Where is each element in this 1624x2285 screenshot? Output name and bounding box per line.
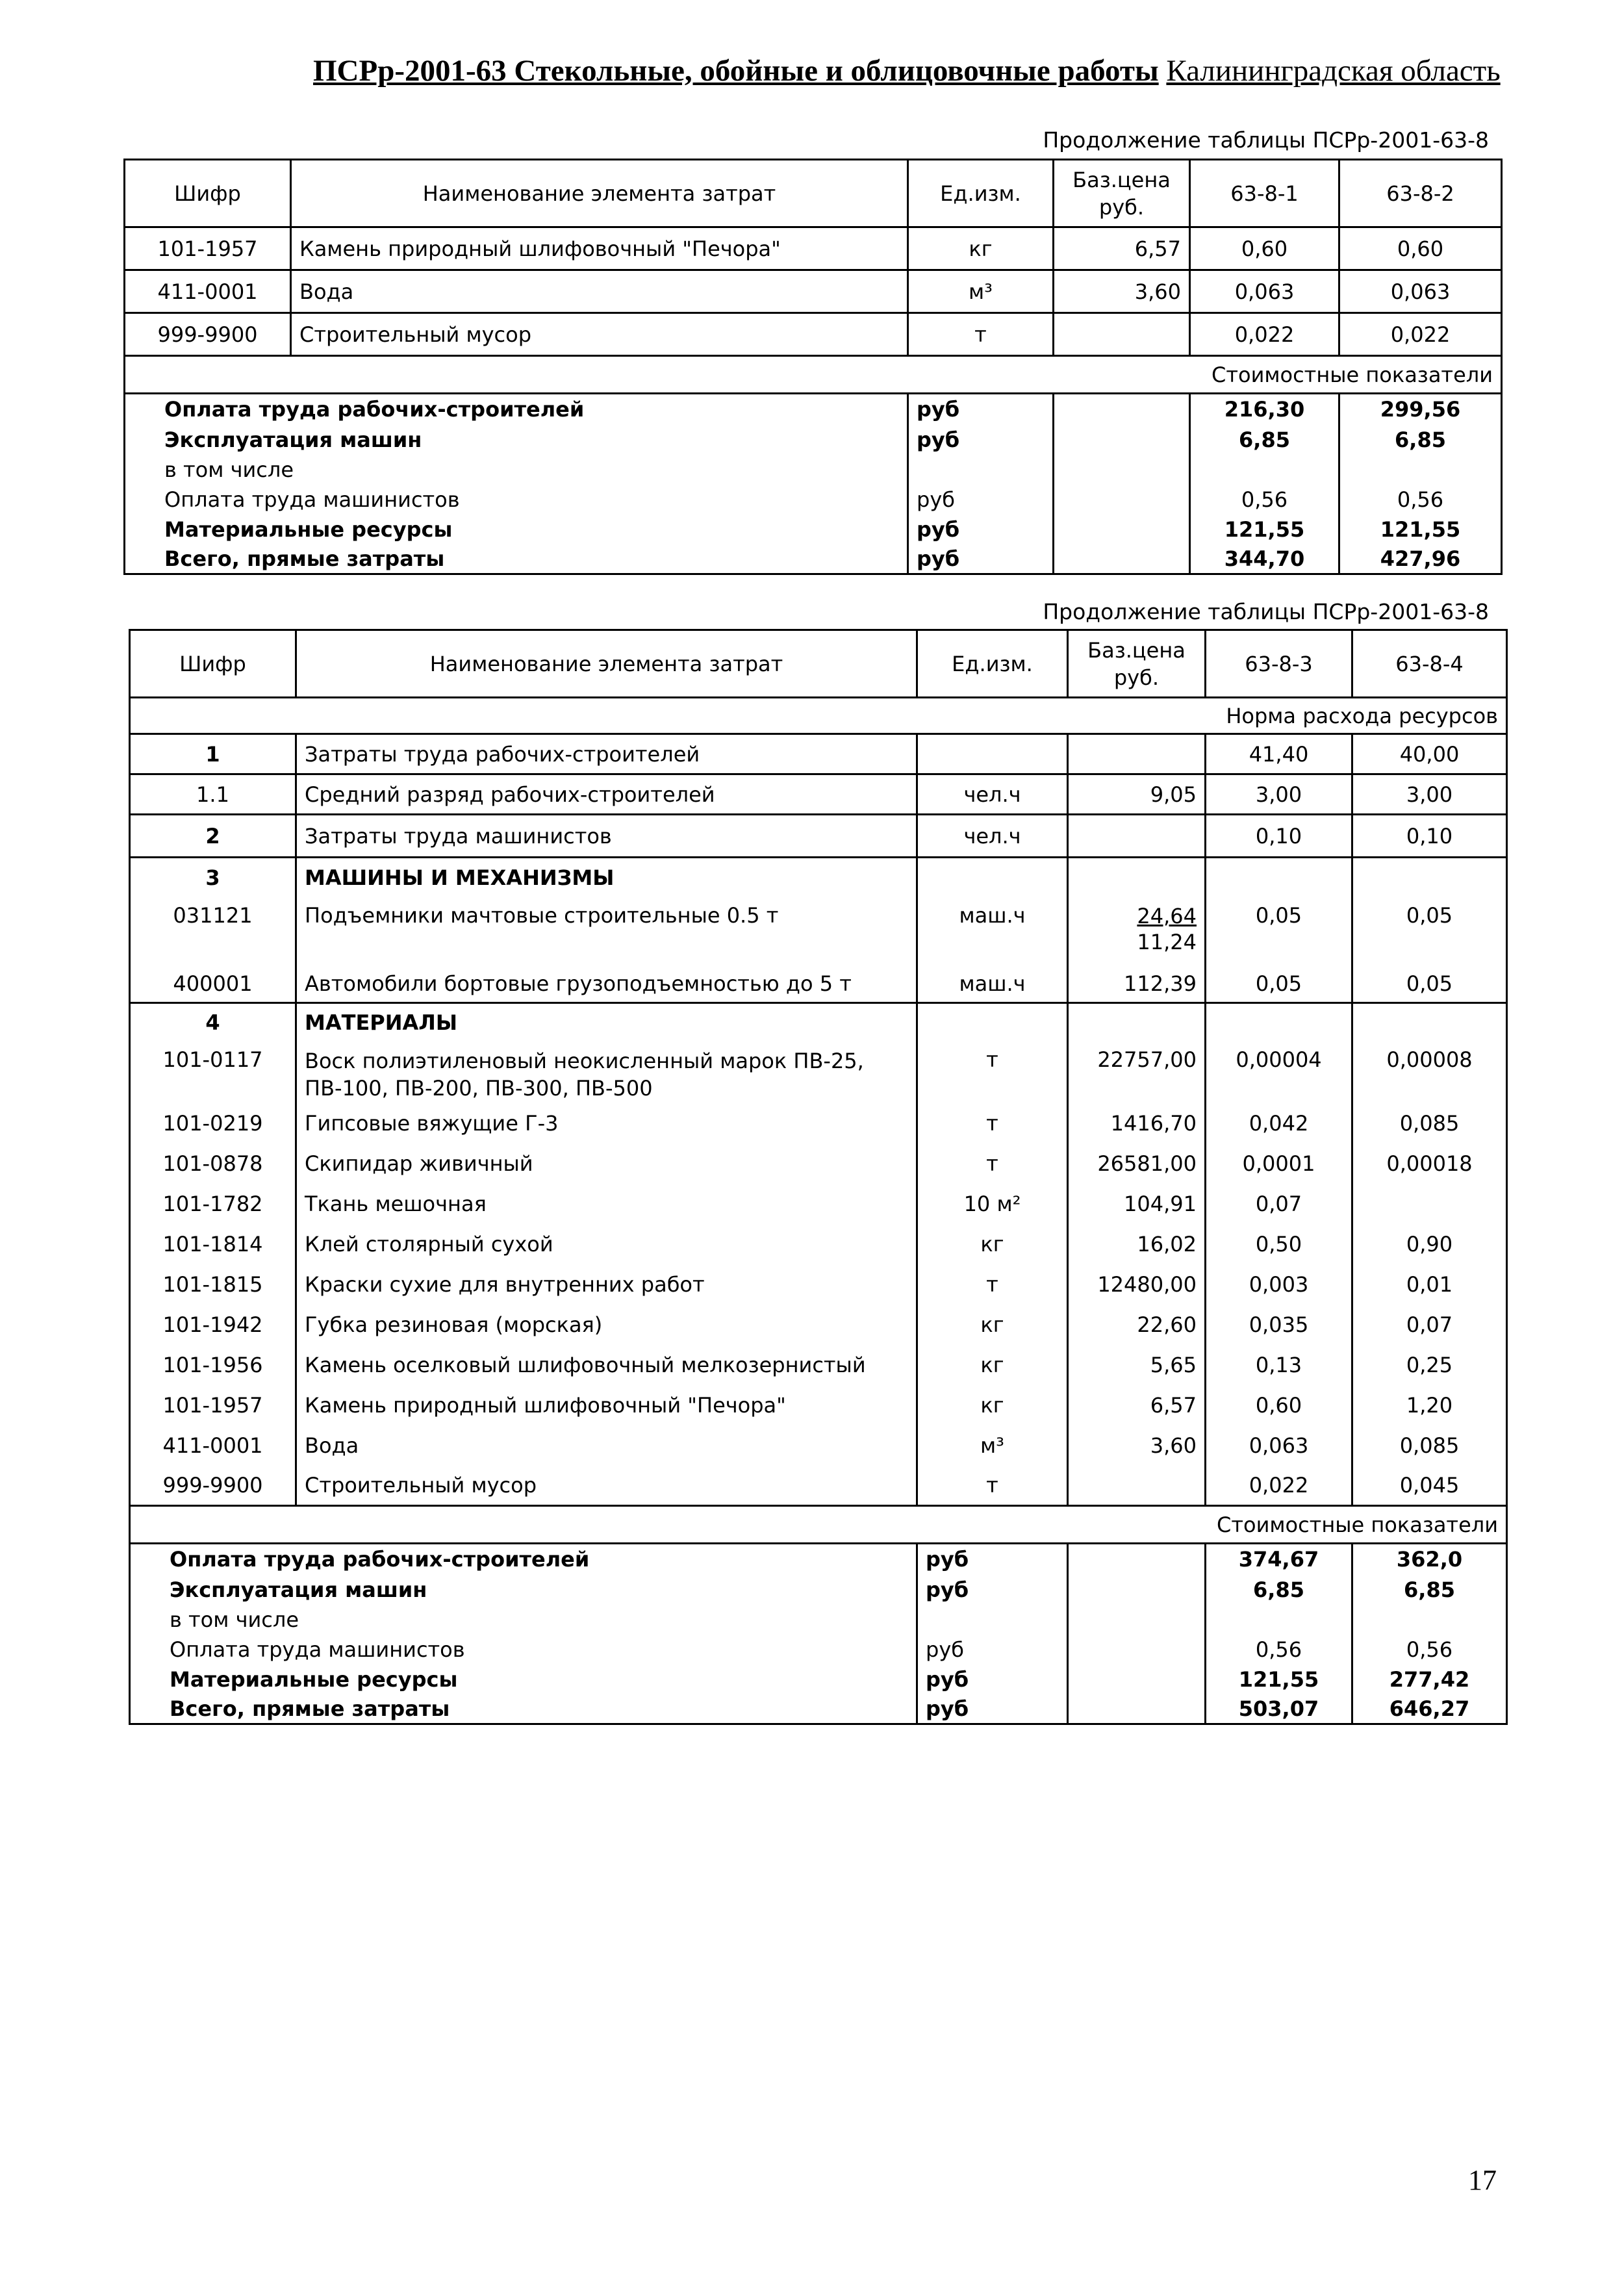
row-unit: кг [917, 1305, 1068, 1345]
summary-row [130, 1665, 1507, 1694]
row-v2: 0,085 [1352, 1103, 1507, 1143]
header-unit: Ед.изм. [917, 630, 1068, 698]
row-unit: м³ [917, 1425, 1068, 1466]
row-unit [917, 1003, 1068, 1042]
header-name: Наименование элемента затрат [291, 160, 908, 227]
row-name: Камень природный шлифовочный "Печора" [296, 1385, 917, 1425]
cost-indicators-row [125, 356, 1502, 394]
header-col1: 63-8-3 [1206, 630, 1352, 698]
row-code: 101-1942 [130, 1305, 296, 1345]
row-v2: 0,60 [1339, 227, 1502, 270]
summary-v2: 277,42 [1352, 1665, 1507, 1694]
header-price: Баз.цена руб. [1068, 630, 1206, 698]
price-primary: 24,64 [1137, 903, 1197, 928]
row-code: 101-1814 [130, 1224, 296, 1264]
row-price [1054, 313, 1190, 356]
row-unit: т [917, 1042, 1068, 1103]
row-unit: кг [908, 227, 1054, 270]
summary-row [130, 1694, 1507, 1724]
row-price: 6,57 [1068, 1385, 1206, 1425]
summary-unit: руб [917, 1694, 1068, 1724]
summary-price [1054, 455, 1190, 485]
row-v2: 0,25 [1352, 1345, 1507, 1385]
row-v1: 0,042 [1206, 1103, 1352, 1143]
row-unit: кг [917, 1224, 1068, 1264]
summary-v1: 121,55 [1206, 1665, 1352, 1694]
summary-unit: руб [908, 544, 1054, 574]
table-row [130, 898, 1507, 965]
row-code: 3 [130, 858, 296, 898]
summary-v2 [1339, 455, 1502, 485]
page-number: 17 [1468, 2164, 1497, 2196]
summary-v1 [1190, 455, 1339, 485]
table-row [130, 1224, 1507, 1264]
row-unit: т [917, 1143, 1068, 1184]
summary-label: Всего, прямые затраты [130, 1694, 917, 1724]
table-row [130, 1184, 1507, 1224]
row-v2: 0,085 [1352, 1425, 1507, 1466]
summary-row [125, 515, 1502, 544]
row-unit [917, 858, 1068, 898]
row-v1: 0,003 [1206, 1264, 1352, 1305]
summary-v1: 0,56 [1190, 485, 1339, 515]
summary-price [1054, 544, 1190, 574]
row-code: 999-9900 [125, 313, 291, 356]
row-v1 [1206, 1003, 1352, 1042]
table-2-header-row [130, 630, 1507, 698]
header-col2: 63-8-4 [1352, 630, 1507, 698]
row-v1: 0,022 [1190, 313, 1339, 356]
row-unit: т [917, 1466, 1068, 1506]
summary-label: Материальные ресурсы [130, 1665, 917, 1694]
summary-v2: 6,85 [1339, 425, 1502, 455]
row-price: 104,91 [1068, 1184, 1206, 1224]
row-v1: 0,00004 [1206, 1042, 1352, 1103]
row-unit: чел.ч [917, 815, 1068, 858]
row-code: 101-1957 [125, 227, 291, 270]
row-v2 [1352, 1003, 1507, 1042]
summary-price [1068, 1665, 1206, 1694]
summary-v1: 374,67 [1206, 1544, 1352, 1575]
row-price: 5,65 [1068, 1345, 1206, 1385]
row-price: 26581,00 [1068, 1143, 1206, 1184]
row-name: Камень оселковый шлифовочный мелкозернистый [296, 1345, 917, 1385]
row-price: 16,02 [1068, 1224, 1206, 1264]
row-v1: 0,60 [1190, 227, 1339, 270]
row-unit: чел.ч [917, 774, 1068, 815]
header-unit: Ед.изм. [908, 160, 1054, 227]
row-v1: 0,10 [1206, 815, 1352, 858]
summary-v2: 362,0 [1352, 1544, 1507, 1575]
cost-indicators-label: Стоимостные показатели [130, 1506, 1507, 1544]
row-price [1068, 898, 1206, 965]
row-name: Затраты труда машинистов [296, 815, 917, 858]
table-row [125, 227, 1502, 270]
summary-label: Оплата труда машинистов [125, 485, 908, 515]
row-unit: кг [917, 1385, 1068, 1425]
row-v1: 41,40 [1206, 734, 1352, 774]
row-name: Строительный мусор [291, 313, 908, 356]
row-v2: 0,05 [1352, 965, 1507, 1003]
table-row [125, 313, 1502, 356]
row-price [1068, 1003, 1206, 1042]
row-code: 1.1 [130, 774, 296, 815]
table-row [130, 1143, 1507, 1184]
row-v2: 0,10 [1352, 815, 1507, 858]
table-row [130, 1264, 1507, 1305]
summary-row [125, 394, 1502, 425]
row-price [1068, 858, 1206, 898]
section-row-1-1 [130, 774, 1507, 815]
row-price [1068, 815, 1206, 858]
summary-v2: 6,85 [1352, 1575, 1507, 1605]
row-v2 [1352, 1184, 1507, 1224]
row-name: Строительный мусор [296, 1466, 917, 1506]
row-name: Подъемники мачтовые строительные 0.5 т [296, 898, 917, 965]
summary-row [130, 1635, 1507, 1665]
row-price: 3,60 [1068, 1425, 1206, 1466]
summary-row [125, 455, 1502, 485]
summary-price [1068, 1635, 1206, 1665]
row-v1: 0,50 [1206, 1224, 1352, 1264]
row-name: Клей столярный сухой [296, 1224, 917, 1264]
row-name: МАТЕРИАЛЫ [296, 1003, 917, 1042]
row-code: 400001 [130, 965, 296, 1003]
summary-v2 [1352, 1605, 1507, 1635]
summary-v2: 0,56 [1352, 1635, 1507, 1665]
row-price [1068, 1466, 1206, 1506]
summary-label: Эксплуатация машин [130, 1575, 917, 1605]
row-price: 112,39 [1068, 965, 1206, 1003]
row-v2: 0,022 [1339, 313, 1502, 356]
summary-price [1054, 394, 1190, 425]
row-code: 2 [130, 815, 296, 858]
row-unit: маш.ч [917, 965, 1068, 1003]
row-code: 101-0878 [130, 1143, 296, 1184]
summary-unit [917, 1605, 1068, 1635]
summary-label: Оплата труда машинистов [130, 1635, 917, 1665]
row-v2: 0,01 [1352, 1264, 1507, 1305]
section-row-2 [130, 815, 1507, 858]
summary-price [1068, 1544, 1206, 1575]
summary-unit: руб [908, 425, 1054, 455]
row-code: 999-9900 [130, 1466, 296, 1506]
summary-label: Оплата труда рабочих-строителей [130, 1544, 917, 1575]
row-name: Губка резиновая (морская) [296, 1305, 917, 1345]
summary-v2: 299,56 [1339, 394, 1502, 425]
summary-row [130, 1544, 1507, 1575]
table-row [130, 1425, 1507, 1466]
row-code: 411-0001 [125, 270, 291, 313]
price-secondary: 11,24 [1137, 929, 1197, 954]
row-price: 1416,70 [1068, 1103, 1206, 1143]
summary-label: Всего, прямые затраты [125, 544, 908, 574]
row-v1: 0,063 [1206, 1425, 1352, 1466]
row-unit: т [917, 1264, 1068, 1305]
row-v1: 0,05 [1206, 898, 1352, 965]
row-name: Гипсовые вяжущие Г-3 [296, 1103, 917, 1143]
row-v1: 0,07 [1206, 1184, 1352, 1224]
row-price: 3,60 [1054, 270, 1190, 313]
row-unit: маш.ч [917, 898, 1068, 965]
continuation-label-2: Продолжение таблицы ПСРр-2001-63-8 [1043, 599, 1489, 624]
summary-label: Материальные ресурсы [125, 515, 908, 544]
summary-price [1054, 515, 1190, 544]
table-row [130, 1103, 1507, 1143]
summary-price [1054, 425, 1190, 455]
row-unit: кг [917, 1345, 1068, 1385]
row-name: Воск полиэтиленовый неокисленный марок ПВ-25, ПВ-100, ПВ-200, ПВ-300, ПВ-500 [296, 1042, 917, 1103]
row-code: 101-1956 [130, 1345, 296, 1385]
summary-price [1068, 1605, 1206, 1635]
row-price: 22,60 [1068, 1305, 1206, 1345]
row-v2: 0,00018 [1352, 1143, 1507, 1184]
table-row [130, 1345, 1507, 1385]
row-v2: 40,00 [1352, 734, 1507, 774]
row-v1 [1206, 858, 1352, 898]
row-code: 101-1782 [130, 1184, 296, 1224]
header-col2: 63-8-2 [1339, 160, 1502, 227]
summary-unit [908, 455, 1054, 485]
summary-row [125, 425, 1502, 455]
row-name: Вода [296, 1425, 917, 1466]
summary-label: в том числе [125, 455, 908, 485]
row-name: МАШИНЫ И МЕХАНИЗМЫ [296, 858, 917, 898]
summary-unit: руб [917, 1575, 1068, 1605]
summary-v1: 216,30 [1190, 394, 1339, 425]
summary-price [1054, 485, 1190, 515]
summary-row [130, 1575, 1507, 1605]
row-v1: 3,00 [1206, 774, 1352, 815]
row-code: 1 [130, 734, 296, 774]
row-price: 22757,00 [1068, 1042, 1206, 1103]
summary-v2: 121,55 [1339, 515, 1502, 544]
summary-label: Оплата труда рабочих-строителей [125, 394, 908, 425]
table-row [130, 1042, 1507, 1103]
section-row-4 [130, 1003, 1507, 1042]
row-v2: 0,05 [1352, 898, 1507, 965]
row-name: Вода [291, 270, 908, 313]
row-price: 12480,00 [1068, 1264, 1206, 1305]
row-v1: 0,063 [1190, 270, 1339, 313]
row-v2: 1,20 [1352, 1385, 1507, 1425]
summary-v1: 6,85 [1190, 425, 1339, 455]
row-price: 9,05 [1068, 774, 1206, 815]
summary-v2: 0,56 [1339, 485, 1502, 515]
header-region: Калининградская область [1166, 54, 1501, 88]
header-code: Шифр [130, 630, 296, 698]
cost-indicators-row [130, 1506, 1507, 1544]
header-price: Баз.цена руб. [1054, 160, 1190, 227]
summary-v2: 646,27 [1352, 1694, 1507, 1724]
row-unit: м³ [908, 270, 1054, 313]
summary-row [130, 1605, 1507, 1635]
row-unit: т [917, 1103, 1068, 1143]
row-unit [917, 734, 1068, 774]
summary-v1: 503,07 [1206, 1694, 1352, 1724]
row-code: 101-1957 [130, 1385, 296, 1425]
row-v1: 0,60 [1206, 1385, 1352, 1425]
row-code: 101-1815 [130, 1264, 296, 1305]
header-code: Шифр [125, 160, 291, 227]
summary-unit: руб [908, 515, 1054, 544]
row-unit: 10 м² [917, 1184, 1068, 1224]
row-name: Краски сухие для внутренних работ [296, 1264, 917, 1305]
row-code: 411-0001 [130, 1425, 296, 1466]
table-row [125, 270, 1502, 313]
row-unit: т [908, 313, 1054, 356]
summary-unit: руб [917, 1544, 1068, 1575]
row-name: Скипидар живичный [296, 1143, 917, 1184]
summary-v2: 427,96 [1339, 544, 1502, 574]
row-v2: 0,07 [1352, 1305, 1507, 1345]
summary-label: Эксплуатация машин [125, 425, 908, 455]
summary-price [1068, 1575, 1206, 1605]
row-code: 101-0219 [130, 1103, 296, 1143]
row-v2: 0,063 [1339, 270, 1502, 313]
summary-unit: руб [908, 485, 1054, 515]
table-1 [123, 159, 1503, 575]
table-2 [129, 629, 1508, 1725]
norm-label: Норма расхода ресурсов [130, 698, 1507, 734]
row-name: Средний разряд рабочих-строителей [296, 774, 917, 815]
page-header [313, 53, 1508, 88]
row-v2: 0,00008 [1352, 1042, 1507, 1103]
table-row [130, 1385, 1507, 1425]
row-v2: 0,045 [1352, 1466, 1507, 1506]
row-code: 4 [130, 1003, 296, 1042]
summary-row [125, 544, 1502, 574]
row-price: 6,57 [1054, 227, 1190, 270]
continuation-label-1: Продолжение таблицы ПСРр-2001-63-8 [1043, 127, 1489, 153]
section-row-3 [130, 858, 1507, 898]
summary-v1: 0,56 [1206, 1635, 1352, 1665]
norm-row [130, 698, 1507, 734]
row-v2 [1352, 858, 1507, 898]
summary-v1: 6,85 [1206, 1575, 1352, 1605]
summary-unit: руб [908, 394, 1054, 425]
summary-row [125, 485, 1502, 515]
summary-label: в том числе [130, 1605, 917, 1635]
row-v1: 0,05 [1206, 965, 1352, 1003]
row-v2: 0,90 [1352, 1224, 1507, 1264]
row-v1: 0,0001 [1206, 1143, 1352, 1184]
row-v1: 0,035 [1206, 1305, 1352, 1345]
table-1-header-row [125, 160, 1502, 227]
row-name: Ткань мешочная [296, 1184, 917, 1224]
table-row [130, 1305, 1507, 1345]
summary-v1: 121,55 [1190, 515, 1339, 544]
row-code: 101-0117 [130, 1042, 296, 1103]
row-v2: 3,00 [1352, 774, 1507, 815]
row-v1: 0,022 [1206, 1466, 1352, 1506]
row-name: Автомобили бортовые грузоподъемностью до 5 т [296, 965, 917, 1003]
header-name: Наименование элемента затрат [296, 630, 917, 698]
row-name: Камень природный шлифовочный "Печора" [291, 227, 908, 270]
summary-v1: 344,70 [1190, 544, 1339, 574]
cost-indicators-label: Стоимостные показатели [125, 356, 1502, 394]
summary-unit: руб [917, 1665, 1068, 1694]
row-v1: 0,13 [1206, 1345, 1352, 1385]
header-code-title: ПСРр-2001-63 Стекольные, обойные и облицовочные работы [313, 54, 1159, 88]
row-code: 031121 [130, 898, 296, 965]
row-price [1068, 734, 1206, 774]
table-row [130, 1466, 1507, 1506]
summary-unit: руб [917, 1635, 1068, 1665]
header-col1: 63-8-1 [1190, 160, 1339, 227]
summary-price [1068, 1694, 1206, 1724]
summary-v1 [1206, 1605, 1352, 1635]
table-row [130, 965, 1507, 1003]
section-row-1 [130, 734, 1507, 774]
row-name: Затраты труда рабочих-строителей [296, 734, 917, 774]
